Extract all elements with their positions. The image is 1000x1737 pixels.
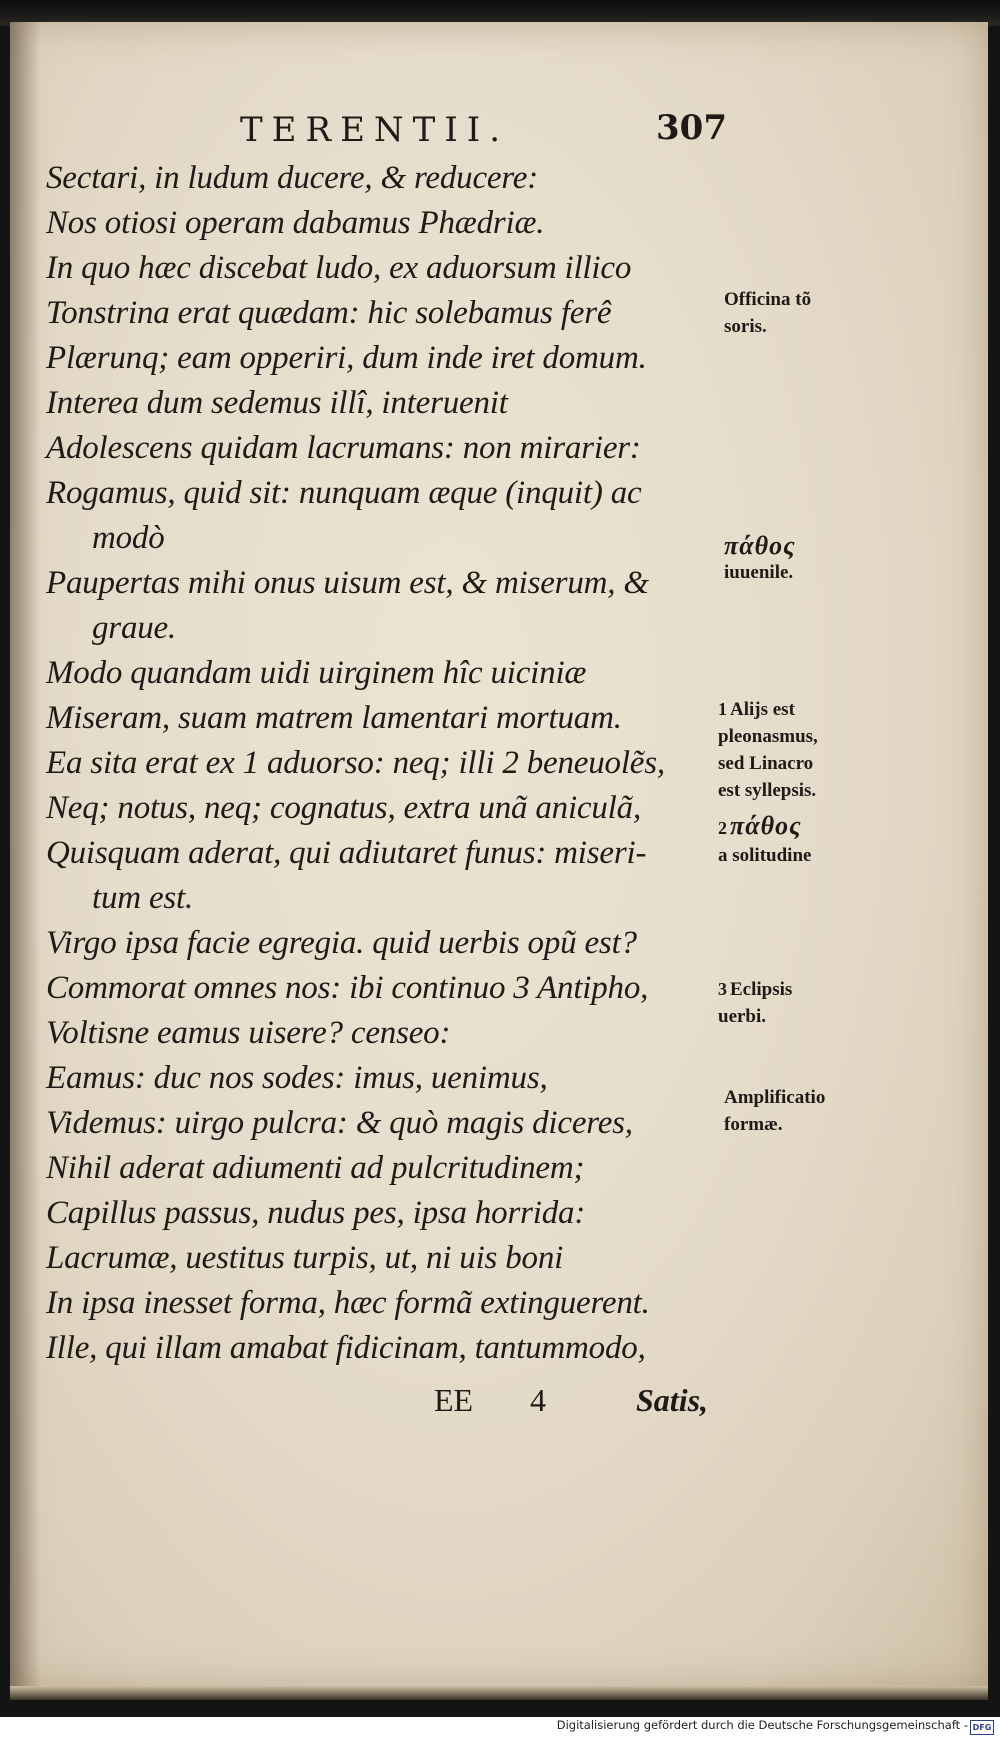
margin-note-line: Amplificatio [724, 1087, 826, 1108]
verse-line: Interea dum sedemus illî, interuenit [46, 385, 508, 421]
margin-note-line: soris. [724, 316, 767, 337]
margin-note-line: formæ. [724, 1114, 783, 1135]
verse-line: Tonstrina erat quædam: hic solebamus ferê [46, 295, 612, 331]
verse-line: Modo quandam uidi uirginem hîc uiciniæ [46, 655, 587, 691]
margin-note-greek: πάθος [730, 811, 802, 840]
verse-line: Paupertas mihi onus uisum est, & miserum, & [46, 565, 649, 601]
margin-note [718, 696, 818, 804]
verse-line: Lacrumæ, uestitus turpis, ut, ni uis boni [46, 1240, 564, 1276]
margin-note [718, 812, 811, 869]
verse-line: In quo hæc discebat ludo, ex aduorsum illico [46, 250, 632, 286]
verse-line: Virgo ipsa facie egregia. quid uerbis opũ est? [46, 925, 637, 961]
signature-mark: EE [434, 1382, 474, 1418]
verse-line: Voltisne eamus uisere? censeo: [46, 1015, 451, 1051]
verse-line: Ille, qui illam amabat fidicinam, tantummodo, [46, 1330, 646, 1366]
margin-note-line: uerbi. [718, 1006, 767, 1027]
signature-number: 4 [530, 1382, 546, 1418]
margin-note [718, 976, 792, 1030]
margin-note-line: est syllepsis. [718, 780, 817, 801]
verse-line-continuation: modò [92, 520, 165, 556]
note-marker: 3 [718, 979, 727, 999]
verse-line: Ea sita erat ex 1 aduorso: neq; illi 2 beneuolẽs, [46, 745, 665, 781]
page-bottom-edge [10, 1686, 988, 1700]
verse-line: Adolescens quidam lacrumans: non mirarier: [46, 430, 641, 466]
digitization-credit: Digitalisierung gefördert durch die Deutsche Forschungsgemeinschaft - [556, 1718, 968, 1732]
verse-line: In ipsa inesset forma, hæc formã extinguerent. [46, 1285, 650, 1321]
margin-note-line: Alijs est [730, 699, 795, 720]
verse-line: Nihil aderat adiumenti ad pulcritudinem; [46, 1150, 585, 1186]
margin-note-greek: πάθος [724, 531, 796, 560]
margin-note-line: iuuenile. [724, 562, 794, 583]
note-marker: 2 [718, 818, 727, 838]
page-number: 307 [656, 108, 727, 148]
margin-note [724, 1084, 825, 1138]
running-title: TERENTII. [240, 110, 510, 150]
verse-line: Rogamus, quid sit: nunquam æque (inquit) ac [46, 475, 642, 511]
margin-note-line: a solitudine [718, 845, 812, 866]
margin-note-line: Eclipsis [730, 979, 793, 1000]
verse-line-continuation: graue. [92, 610, 177, 646]
verse-line: Nos otiosi operam dabamus Phædriæ. [46, 205, 545, 241]
verse-line-continuation: tum est. [92, 880, 194, 916]
dfg-logo: DFG [970, 1720, 994, 1735]
margin-note-line: sed Linacro [718, 753, 814, 774]
verse-line: Plærunq; eam opperiri, dum inde iret domum. [46, 340, 647, 376]
verse-line: Neq; notus, neq; cognatus, extra unã aniculã, [46, 790, 641, 826]
verse-line: Commorat omnes nos: ibi continuo 3 Antipho, [46, 970, 649, 1006]
margin-note [724, 532, 796, 586]
margin-note-line: Officina tõ [724, 289, 812, 310]
verse-line: Quisquam aderat, qui adiutaret funus: miseri- [46, 835, 647, 871]
verse-line: Eamus: duc nos sodes: imus, uenimus, [46, 1060, 548, 1096]
verse-line: Sectari, in ludum ducere, & reducere: [46, 160, 539, 196]
verse-line: Miseram, suam matrem lamentari mortuam. [46, 700, 622, 736]
margin-note [724, 286, 811, 340]
verse-line: Capillus passus, nudus pes, ipsa horrida: [46, 1195, 586, 1231]
catchword: Satis, [636, 1382, 709, 1418]
page-gutter-shadow [10, 22, 40, 1690]
margin-note-line: pleonasmus, [718, 726, 818, 747]
verse-line: Videmus: uirgo pulcra: & quò magis diceres, [46, 1105, 633, 1141]
note-marker: 1 [718, 699, 727, 719]
